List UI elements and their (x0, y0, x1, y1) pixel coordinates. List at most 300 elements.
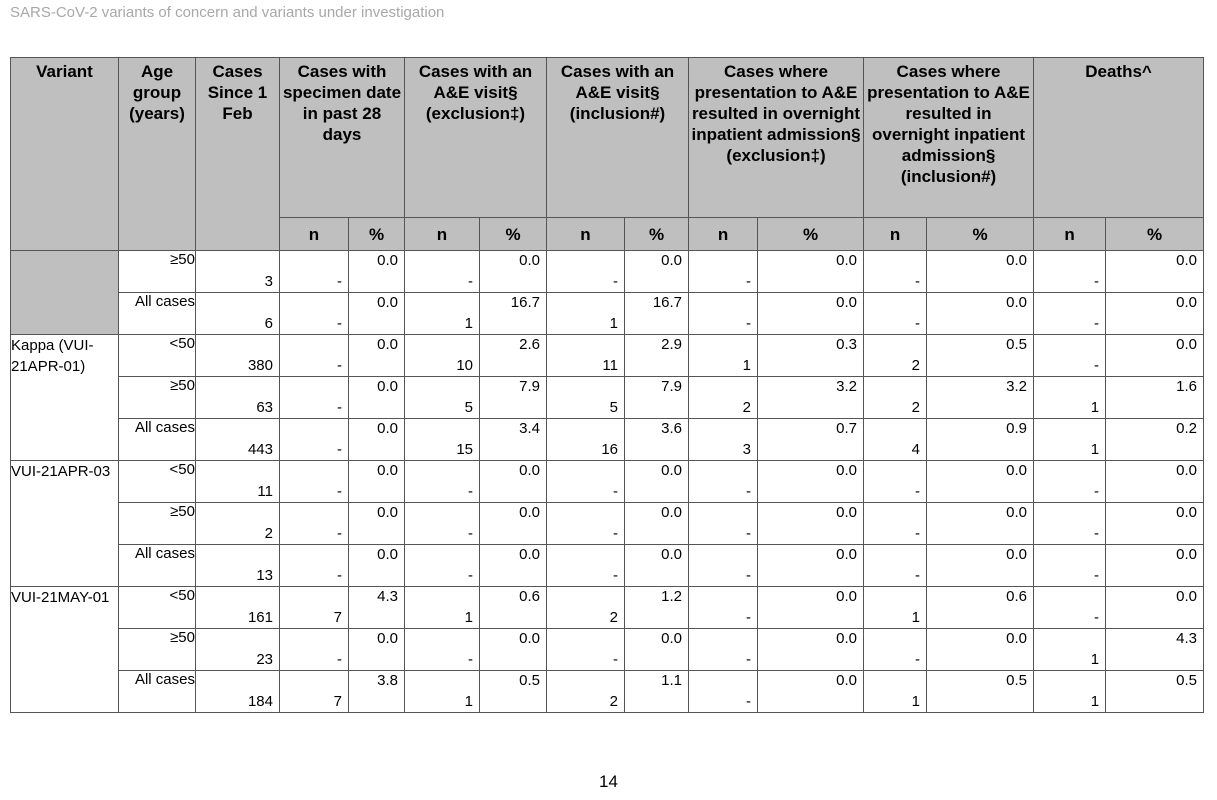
count-value: 10 (456, 357, 473, 374)
count-cell (689, 335, 758, 377)
percent-value: 0.0 (519, 504, 540, 521)
percent-value: 0.0 (1176, 588, 1198, 605)
count-cell (405, 503, 480, 545)
percent-cell (927, 503, 1034, 545)
percent-cell (480, 503, 547, 545)
cases-since-value: 6 (264, 315, 273, 332)
percent-cell (349, 335, 405, 377)
count-cell (547, 545, 625, 587)
count-value: 1 (1090, 651, 1100, 668)
age-group-cell: ≥50 (119, 503, 196, 545)
count-cell (547, 251, 625, 293)
percent-value: 0.0 (519, 252, 540, 269)
table-row (11, 545, 1204, 587)
percent-value: 0.0 (377, 294, 398, 311)
cases-since-cell (196, 377, 280, 419)
percent-cell (927, 629, 1034, 671)
percent-cell (758, 293, 864, 335)
percent-value: 3.6 (661, 420, 683, 437)
percent-cell (625, 503, 689, 545)
percent-value: 1.1 (661, 672, 683, 689)
percent-cell (349, 251, 405, 293)
count-cell (280, 461, 349, 503)
age-group-cell: All cases (119, 545, 196, 587)
percent-value: 0.0 (1006, 630, 1028, 647)
percent-value: 0.0 (1006, 546, 1028, 563)
cases-since-cell (196, 671, 280, 713)
percent-value: 0.0 (836, 630, 858, 647)
count-value: - (1094, 315, 1100, 332)
percent-value: 4.3 (1176, 630, 1198, 647)
cases-since-value: 23 (256, 651, 273, 668)
count-cell (1034, 335, 1106, 377)
percent-value: 0.0 (377, 378, 398, 395)
count-cell (547, 671, 625, 713)
percent-value: 0.0 (661, 462, 683, 479)
subheader-n: n (689, 218, 758, 251)
percent-cell (927, 461, 1034, 503)
table-row (11, 503, 1204, 545)
count-value: - (746, 525, 752, 542)
percent-value: 0.0 (377, 462, 398, 479)
count-cell (280, 629, 349, 671)
count-value: 2 (609, 609, 618, 626)
count-value: 1 (742, 357, 752, 374)
count-value: - (468, 651, 473, 668)
count-cell (405, 629, 480, 671)
count-cell (547, 293, 625, 335)
count-value: - (746, 273, 752, 290)
count-cell (280, 419, 349, 461)
subheader-pct: % (758, 218, 864, 251)
header-cases-since: Cases Since 1 Feb (196, 58, 280, 251)
percent-value: 0.3 (836, 336, 858, 353)
header-specimen-28-days: Cases with specimen date in past 28 days (280, 58, 405, 218)
age-group-cell: <50 (119, 461, 196, 503)
percent-cell (480, 587, 547, 629)
percent-value: 0.9 (1006, 420, 1028, 437)
percent-value: 0.0 (1006, 462, 1028, 479)
table-row (11, 671, 1204, 713)
count-value: - (915, 483, 921, 500)
variant-name-cell: VUI-21APR-03 (11, 461, 119, 587)
variant-name-cell: VUI-21MAY-01 (11, 587, 119, 713)
percent-value: 0.0 (1176, 336, 1198, 353)
count-cell (864, 461, 927, 503)
variant-cases-table (10, 57, 1204, 713)
count-cell (405, 545, 480, 587)
count-cell (280, 293, 349, 335)
age-group-cell: All cases (119, 419, 196, 461)
count-cell (1034, 587, 1106, 629)
count-value: - (746, 651, 752, 668)
subheader-n: n (547, 218, 625, 251)
percent-cell (1106, 503, 1204, 545)
count-cell (689, 377, 758, 419)
count-value: - (1094, 273, 1100, 290)
percent-cell (625, 251, 689, 293)
percent-value: 0.0 (836, 294, 858, 311)
table-body (11, 251, 1204, 713)
percent-value: 0.0 (836, 462, 858, 479)
count-cell (689, 587, 758, 629)
percent-cell (480, 419, 547, 461)
percent-cell (625, 629, 689, 671)
percent-cell (758, 377, 864, 419)
count-cell (280, 671, 349, 713)
count-cell (547, 419, 625, 461)
percent-cell (927, 251, 1034, 293)
percent-value: 0.0 (1176, 504, 1198, 521)
age-group-cell: All cases (119, 671, 196, 713)
count-cell (864, 545, 927, 587)
count-cell (405, 461, 480, 503)
cases-since-cell (196, 461, 280, 503)
percent-value: 0.5 (1006, 672, 1028, 689)
count-cell (1034, 671, 1106, 713)
count-cell (405, 335, 480, 377)
percent-value: 1.6 (1176, 378, 1198, 395)
percent-value: 2.9 (661, 336, 683, 353)
percent-value: 0.0 (377, 420, 398, 437)
percent-value: 0.5 (1176, 672, 1198, 689)
count-value: - (1094, 483, 1100, 500)
variant-name-cell: Kappa (VUI-21APR-01) (11, 335, 119, 461)
count-value: 1 (1090, 441, 1100, 458)
count-cell (689, 461, 758, 503)
cases-since-value: 63 (256, 399, 273, 416)
percent-cell (927, 377, 1034, 419)
subheader-pct: % (349, 218, 405, 251)
document-title: SARS-CoV-2 variants of concern and variants under investigation (10, 4, 445, 21)
age-group-cell: ≥50 (119, 629, 196, 671)
count-value: - (468, 567, 473, 584)
count-cell (689, 419, 758, 461)
percent-cell (349, 293, 405, 335)
count-value: - (746, 315, 752, 332)
count-cell (689, 629, 758, 671)
count-value: - (1094, 357, 1100, 374)
count-cell (864, 335, 927, 377)
count-value: - (337, 651, 342, 668)
count-value: - (337, 273, 342, 290)
header-ae-inclusion: Cases with an A&E visit§ (inclusion#) (547, 58, 689, 218)
count-value: - (746, 609, 752, 626)
header-ae-exclusion: Cases with an A&E visit§ (exclusion‡) (405, 58, 547, 218)
count-value: - (613, 567, 618, 584)
count-value: - (337, 441, 342, 458)
count-value: - (468, 273, 473, 290)
percent-cell (480, 461, 547, 503)
count-value: - (915, 315, 921, 332)
percent-cell (625, 335, 689, 377)
count-cell (1034, 293, 1106, 335)
percent-value: 0.0 (1176, 462, 1198, 479)
cases-since-cell (196, 545, 280, 587)
cases-since-value: 2 (264, 525, 273, 542)
percent-value: 0.0 (519, 462, 540, 479)
table-row (11, 461, 1204, 503)
percent-cell (480, 629, 547, 671)
cases-since-value: 11 (257, 483, 273, 500)
count-value: 1 (911, 609, 921, 626)
count-value: 2 (911, 399, 921, 416)
percent-cell (480, 671, 547, 713)
count-cell (405, 587, 480, 629)
percent-cell (927, 293, 1034, 335)
count-cell (864, 419, 927, 461)
count-cell (689, 671, 758, 713)
count-cell (1034, 503, 1106, 545)
percent-cell (1106, 671, 1204, 713)
count-cell (689, 251, 758, 293)
percent-value: 0.0 (836, 672, 858, 689)
count-cell (547, 503, 625, 545)
table-row (11, 335, 1204, 377)
count-value: - (1094, 525, 1100, 542)
count-value: 1 (911, 693, 921, 710)
count-value: 11 (602, 357, 618, 374)
subheader-n: n (1034, 218, 1106, 251)
count-cell (547, 377, 625, 419)
percent-value: 0.2 (1176, 420, 1198, 437)
percent-cell (1106, 629, 1204, 671)
count-cell (1034, 461, 1106, 503)
count-cell (405, 251, 480, 293)
count-cell (1034, 545, 1106, 587)
percent-value: 0.0 (1006, 252, 1028, 269)
count-value: 1 (1090, 693, 1100, 710)
percent-value: 0.0 (661, 630, 683, 647)
percent-cell (758, 503, 864, 545)
count-value: 4 (911, 441, 921, 458)
count-value: - (337, 399, 342, 416)
count-value: - (613, 525, 618, 542)
percent-cell (480, 335, 547, 377)
count-value: 1 (1090, 399, 1100, 416)
count-cell (547, 587, 625, 629)
count-value: 15 (456, 441, 473, 458)
percent-cell (349, 671, 405, 713)
percent-cell (758, 335, 864, 377)
percent-cell (1106, 335, 1204, 377)
percent-cell (480, 293, 547, 335)
percent-value: 0.6 (1006, 588, 1028, 605)
count-cell (689, 503, 758, 545)
percent-value: 0.0 (836, 546, 858, 563)
percent-value: 0.0 (519, 546, 540, 563)
count-cell (864, 377, 927, 419)
percent-value: 7.9 (661, 378, 683, 395)
table-row (11, 587, 1204, 629)
percent-cell (625, 671, 689, 713)
percent-value: 0.0 (836, 588, 858, 605)
cases-since-value: 443 (247, 441, 273, 458)
count-value: 7 (333, 693, 342, 710)
percent-cell (758, 587, 864, 629)
subheader-n: n (280, 218, 349, 251)
cases-since-value: 3 (264, 273, 273, 290)
cases-since-value: 380 (247, 357, 273, 374)
count-cell (547, 335, 625, 377)
header-age-group: Age group (years) (119, 58, 196, 251)
count-cell (405, 419, 480, 461)
percent-value: 3.2 (1006, 378, 1028, 395)
percent-cell (349, 461, 405, 503)
age-group-cell: <50 (119, 335, 196, 377)
count-value: - (915, 567, 921, 584)
count-value: - (337, 483, 342, 500)
percent-value: 0.0 (661, 504, 683, 521)
percent-cell (758, 251, 864, 293)
percent-cell (1106, 377, 1204, 419)
count-value: 1 (464, 315, 473, 332)
percent-value: 0.0 (661, 546, 683, 563)
cases-since-value: 184 (247, 693, 273, 710)
percent-value: 0.0 (1006, 294, 1028, 311)
percent-cell (758, 629, 864, 671)
percent-cell (349, 587, 405, 629)
percent-cell (625, 293, 689, 335)
count-cell (689, 293, 758, 335)
count-cell (280, 545, 349, 587)
count-cell (280, 503, 349, 545)
percent-cell (758, 461, 864, 503)
percent-value: 3.2 (836, 378, 858, 395)
age-group-cell: <50 (119, 587, 196, 629)
percent-cell (1106, 587, 1204, 629)
percent-cell (625, 545, 689, 587)
percent-value: 0.0 (377, 546, 398, 563)
percent-cell (625, 587, 689, 629)
percent-value: 0.0 (377, 504, 398, 521)
percent-value: 1.2 (661, 588, 683, 605)
percent-cell (758, 545, 864, 587)
percent-value: 0.0 (1176, 294, 1198, 311)
count-cell (864, 251, 927, 293)
percent-value: 0.0 (1176, 546, 1198, 563)
percent-value: 3.4 (519, 420, 540, 437)
percent-cell (480, 251, 547, 293)
percent-cell (1106, 545, 1204, 587)
percent-cell (927, 419, 1034, 461)
percent-cell (1106, 293, 1204, 335)
age-group-cell: ≥50 (119, 251, 196, 293)
count-value: - (337, 525, 342, 542)
percent-value: 4.3 (377, 588, 398, 605)
count-value: - (746, 567, 752, 584)
age-group-cell: ≥50 (119, 377, 196, 419)
count-value: - (613, 483, 618, 500)
count-value: - (746, 483, 752, 500)
table-row (11, 293, 1204, 335)
table-row (11, 419, 1204, 461)
percent-value: 2.6 (519, 336, 540, 353)
subheader-n: n (405, 218, 480, 251)
percent-cell (625, 377, 689, 419)
percent-value: 0.0 (377, 252, 398, 269)
count-value: 5 (609, 399, 618, 416)
cases-since-cell (196, 251, 280, 293)
count-value: - (337, 315, 342, 332)
count-cell (280, 335, 349, 377)
table-row (11, 251, 1204, 293)
percent-value: 0.6 (519, 588, 540, 605)
count-value: - (613, 273, 618, 290)
percent-cell (927, 587, 1034, 629)
percent-cell (349, 503, 405, 545)
cases-since-cell (196, 629, 280, 671)
count-cell (864, 293, 927, 335)
subheader-pct: % (1106, 218, 1204, 251)
cases-since-cell (196, 419, 280, 461)
header-admission-inclusion: Cases where presentation to A&E resulted in overnight inpatient admission§ (inclusion#) (864, 58, 1034, 218)
percent-cell (1106, 461, 1204, 503)
count-cell (864, 629, 927, 671)
count-value: - (468, 525, 473, 542)
percent-value: 3.8 (377, 672, 398, 689)
age-group-cell: All cases (119, 293, 196, 335)
percent-cell (758, 671, 864, 713)
header-variant: Variant (11, 58, 119, 251)
count-value: - (915, 651, 921, 668)
percent-value: 0.0 (1176, 252, 1198, 269)
percent-value: 0.0 (661, 252, 683, 269)
count-cell (547, 629, 625, 671)
percent-value: 0.0 (1006, 504, 1028, 521)
percent-cell (349, 545, 405, 587)
count-cell (1034, 419, 1106, 461)
table-row (11, 629, 1204, 671)
percent-value: 16.7 (652, 294, 683, 311)
count-value: 2 (609, 693, 618, 710)
count-value: - (337, 567, 342, 584)
cases-since-cell (196, 587, 280, 629)
cases-since-cell (196, 293, 280, 335)
count-value: 7 (333, 609, 342, 626)
count-cell (864, 671, 927, 713)
percent-value: 0.5 (519, 672, 540, 689)
count-value: - (337, 357, 342, 374)
count-value: 1 (464, 693, 473, 710)
count-value: - (468, 483, 473, 500)
header-admission-exclusion: Cases where presentation to A&E resulted in overnight inpatient admission§ (exclusion‡) (689, 58, 864, 218)
percent-cell (349, 377, 405, 419)
count-value: 16 (601, 441, 618, 458)
count-cell (280, 587, 349, 629)
percent-cell (927, 335, 1034, 377)
count-value: - (1094, 609, 1100, 626)
cases-since-cell (196, 335, 280, 377)
count-cell (280, 251, 349, 293)
count-value: 1 (464, 609, 473, 626)
percent-value: 0.0 (377, 336, 398, 353)
percent-cell (927, 671, 1034, 713)
subheader-pct: % (480, 218, 547, 251)
percent-cell (927, 545, 1034, 587)
cases-since-value: 161 (247, 609, 273, 626)
count-value: 2 (742, 399, 752, 416)
percent-cell (625, 419, 689, 461)
count-cell (405, 671, 480, 713)
subheader-pct: % (927, 218, 1034, 251)
cases-since-cell (196, 503, 280, 545)
count-cell (1034, 629, 1106, 671)
count-cell (864, 587, 927, 629)
percent-cell (349, 629, 405, 671)
percent-value: 16.7 (510, 294, 540, 311)
percent-value: 0.0 (377, 630, 398, 647)
